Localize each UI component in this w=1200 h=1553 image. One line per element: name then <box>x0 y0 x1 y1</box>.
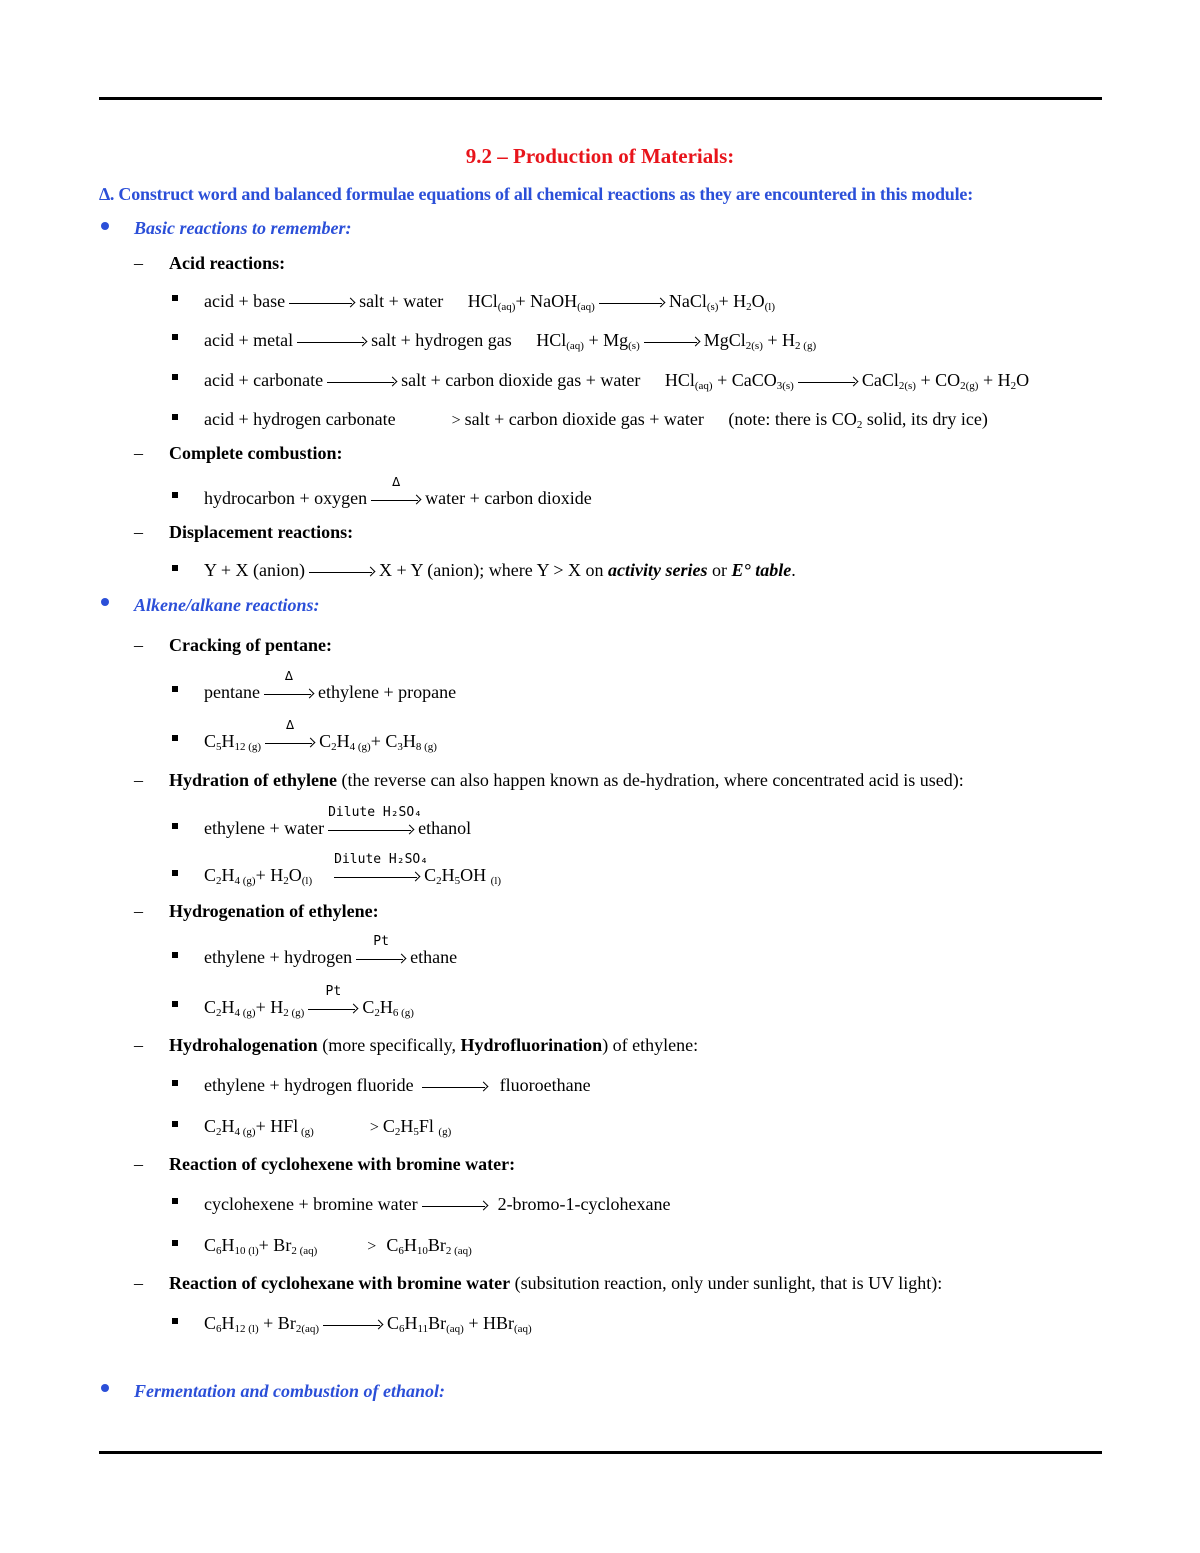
hydrogenation-word-equation: ethylene + hydrogen Pt ethane <box>204 933 458 967</box>
dash-marker: – <box>134 901 143 921</box>
acid-carbonate-equation: acid + carbonate salt + carbon dioxide gas + water HCl$_{(aq)}$ + CaCO$_{3(s)}$ CaCl$_{2(s)}$ + $CO_{2(g)} + H_2O$ <box>204 370 1030 392</box>
catalyst-arrow-icon: Pt <box>356 953 406 965</box>
square-bullet <box>172 735 178 741</box>
hydration-formula-equation: $C_2H_{4 (g)}+ H_2O_{(l)}$ Dilute H₂SO₄ $C_2H_5OH$ $_{(l)}$ <box>204 851 502 887</box>
arrowhead-icon: > <box>451 412 461 429</box>
arrow-icon <box>327 376 397 388</box>
arrow-icon <box>323 1319 383 1331</box>
dash-marker: – <box>134 1035 143 1055</box>
displacement-heading: Displacement reactions: <box>169 522 354 542</box>
top-rule <box>99 97 1102 100</box>
arrowhead-icon: > <box>369 1119 379 1136</box>
dash-marker: – <box>134 443 143 463</box>
arrow-icon <box>422 1081 488 1093</box>
square-bullet <box>172 414 178 420</box>
bullet-dot <box>101 598 109 606</box>
square-bullet <box>172 823 178 829</box>
bullet-dot <box>101 222 109 230</box>
cracking-formula-equation: $C_5H_{12 (g)}$ ∆ $C_2H_{4 (g)}+ C_3H_{8 (g)}$ <box>204 717 437 753</box>
dash-marker: – <box>134 1154 143 1174</box>
hydrogenation-heading: Hydrogenation of ethylene: <box>169 901 379 921</box>
cyclohexene-word-equation: cyclohexene + bromine water 2-bromo-1-cyclohexane <box>204 1194 671 1214</box>
cracking-word-equation: pentane ∆ ethylene + propane <box>204 668 457 702</box>
square-bullet <box>172 1318 178 1324</box>
arrow-icon <box>798 376 858 388</box>
acid-base-equation <box>204 290 775 312</box>
square-bullet <box>172 686 178 692</box>
arrow-icon <box>309 566 375 578</box>
square-bullet <box>172 295 178 301</box>
hydrohalogenation-heading-line: Hydrohalogenation (more specifically, Hydrofluorination) of ethylene: <box>169 1035 699 1055</box>
section-basic-reactions: Basic reactions to remember: <box>134 218 352 238</box>
objective-heading: ∆. Construct word and balanced formulae equations of all chemical reactions as they are encountered in this module: <box>99 184 973 204</box>
word-reactants: acid + base <box>204 291 286 311</box>
formula-equation: HCl$_{(aq)}$+ NaOH$_{(aq)}$ NaCl$_{(s)}$+ $H_2O_{(l)}$ <box>467 291 775 313</box>
cyclohexene-heading: Reaction of cyclohexene with bromine water: <box>169 1154 516 1174</box>
hydration-heading-line: Hydration of ethylene (the reverse can also happen known as de-hydration, where concentrated acid is used): <box>169 770 964 790</box>
cyclohexane-formula-equation: $C_6H_{12 (l)} + Br_{2(aq)}$ $C_6H_{11}Br_{(aq)} + HBr_{(aq)}$ <box>204 1313 532 1335</box>
square-bullet <box>172 492 178 498</box>
hydrohalogenation-formula-equation: $C_2H_{4 (g)}+$ HFl $_{(g)} > C_2H_5Fl$ $_{(g)}$ <box>204 1116 452 1138</box>
square-bullet <box>172 374 178 380</box>
heat-arrow-icon: ∆ <box>264 688 314 700</box>
dash-marker: – <box>134 770 143 790</box>
heat-arrow-icon: ∆ <box>265 737 315 749</box>
square-bullet <box>172 1080 178 1086</box>
section-fermentation: Fermentation and combustion of ethanol: <box>134 1381 446 1401</box>
square-bullet <box>172 565 178 571</box>
displacement-equation: Y + X (anion) X + Y (anion); where Y > X on activity series or E° table. <box>204 560 796 580</box>
word-products: salt + water <box>359 291 444 311</box>
hydration-word-equation: ethylene + water Dilute H₂SO₄ ethanol <box>204 804 472 838</box>
square-bullet <box>172 1001 178 1007</box>
page-title: 9.2 – Production of Materials: <box>465 144 735 168</box>
square-bullet <box>172 870 178 876</box>
combustion-equation: hydrocarbon + oxygen ∆ water + carbon dioxide <box>204 474 592 508</box>
arrow-icon <box>644 336 700 348</box>
catalyst-arrow-icon: Dilute H₂SO₄ <box>328 824 414 836</box>
acid-reactions-heading: Acid reactions: <box>169 253 286 273</box>
cyclohexene-formula-equation: $C_6H_{10 (l)}+ Br_{2 (aq)} > C_6H_{10}Br_{2 (aq)}$ <box>204 1235 472 1257</box>
arrow-icon <box>422 1200 488 1212</box>
dash-marker: – <box>134 635 143 655</box>
cracking-heading: Cracking of pentane: <box>169 635 332 655</box>
square-bullet <box>172 1198 178 1204</box>
square-bullet <box>172 952 178 958</box>
dash-marker: – <box>134 1273 143 1293</box>
hydrogenation-formula-equation: $C_2H_{4 (g)}+ H_{2 (g)}$ Pt $C_2H_{6 (g)}$ <box>204 983 414 1019</box>
dash-marker: – <box>134 522 143 542</box>
bullet-dot <box>101 1384 109 1392</box>
acid-metal-equation: acid + metal salt + hydrogen gas $HCl_{(aq)} + Mg_{(s)}$ MgCl$_{2(s)}$ + $H_{2 (g)}$ <box>204 330 817 352</box>
arrow-icon <box>599 297 665 309</box>
catalyst-arrow-icon: Pt <box>308 1003 358 1015</box>
square-bullet <box>172 334 178 340</box>
arrowhead-icon: > <box>367 1238 377 1255</box>
square-bullet <box>172 1240 178 1246</box>
catalyst-arrow-icon: Dilute H₂SO₄ <box>334 871 420 883</box>
heat-arrow-icon: ∆ <box>371 494 421 506</box>
arrow-icon <box>297 336 367 348</box>
arrow-icon <box>289 297 355 309</box>
square-bullet <box>172 1121 178 1127</box>
acid-hydrogen-carbonate-equation: acid + hydrogen carbonate > salt + carbon dioxide gas + water (note: there is $CO_2$ solid, its dry ice) <box>204 409 988 431</box>
cyclohexane-heading-line: Reaction of cyclohexane with bromine water (subsitution reaction, only under sunlight, that is UV light): <box>169 1273 943 1293</box>
section-alkene-alkane: Alkene/alkane reactions: <box>134 595 320 615</box>
bottom-rule <box>99 1451 1102 1454</box>
dash-marker: – <box>134 253 143 273</box>
combustion-heading: Complete combustion: <box>169 443 343 463</box>
hydrohalogenation-word-equation: ethylene + hydrogen fluoride fluoroethane <box>204 1075 591 1095</box>
